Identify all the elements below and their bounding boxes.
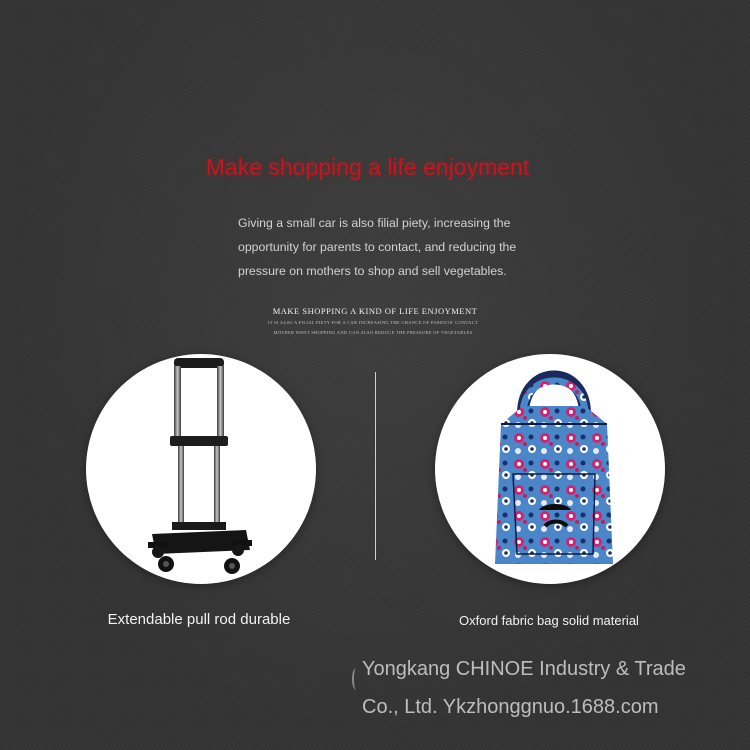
trolley-frame-image [86,354,316,584]
company-line-1: Yongkang CHINOE Industry & Trade [362,658,686,680]
headline: Make shopping a life enjoyment [205,154,530,180]
floral-bag-image [435,354,665,584]
trolley-image-circle [86,354,316,584]
center-divider [375,372,376,560]
company-line-2: Co., Ltd. Ykzhonggnuo.1688.com [362,696,659,718]
company-bracket-mark [352,668,360,690]
bag-image-circle [435,354,665,584]
intro-text: Giving a small car is also filial piety, increasing the opportunity for parents to contact, and reducing the pressure on mothers to shop and sell vegetables. [238,216,517,278]
caption-pull-rod: Extendable pull rod durable [107,611,291,628]
caption-fabric-bag: Oxford fabric bag solid material [459,613,639,628]
small-subtitle-line-1: IT IS ALSO A FILIAL PIETY FOR A CAR INCREASING THE CHANCE OF PARENTS' CONTACT [267,320,479,325]
small-title: MAKE SHOPPING A KIND OF LIFE ENJOYMENT [272,306,478,316]
small-subtitle-line-2: MOTHER WENT SHOPPING AND CAN ALSO REDUCE THE PRESSURE OF VEGETABLES [273,330,473,335]
company-info [362,650,742,726]
